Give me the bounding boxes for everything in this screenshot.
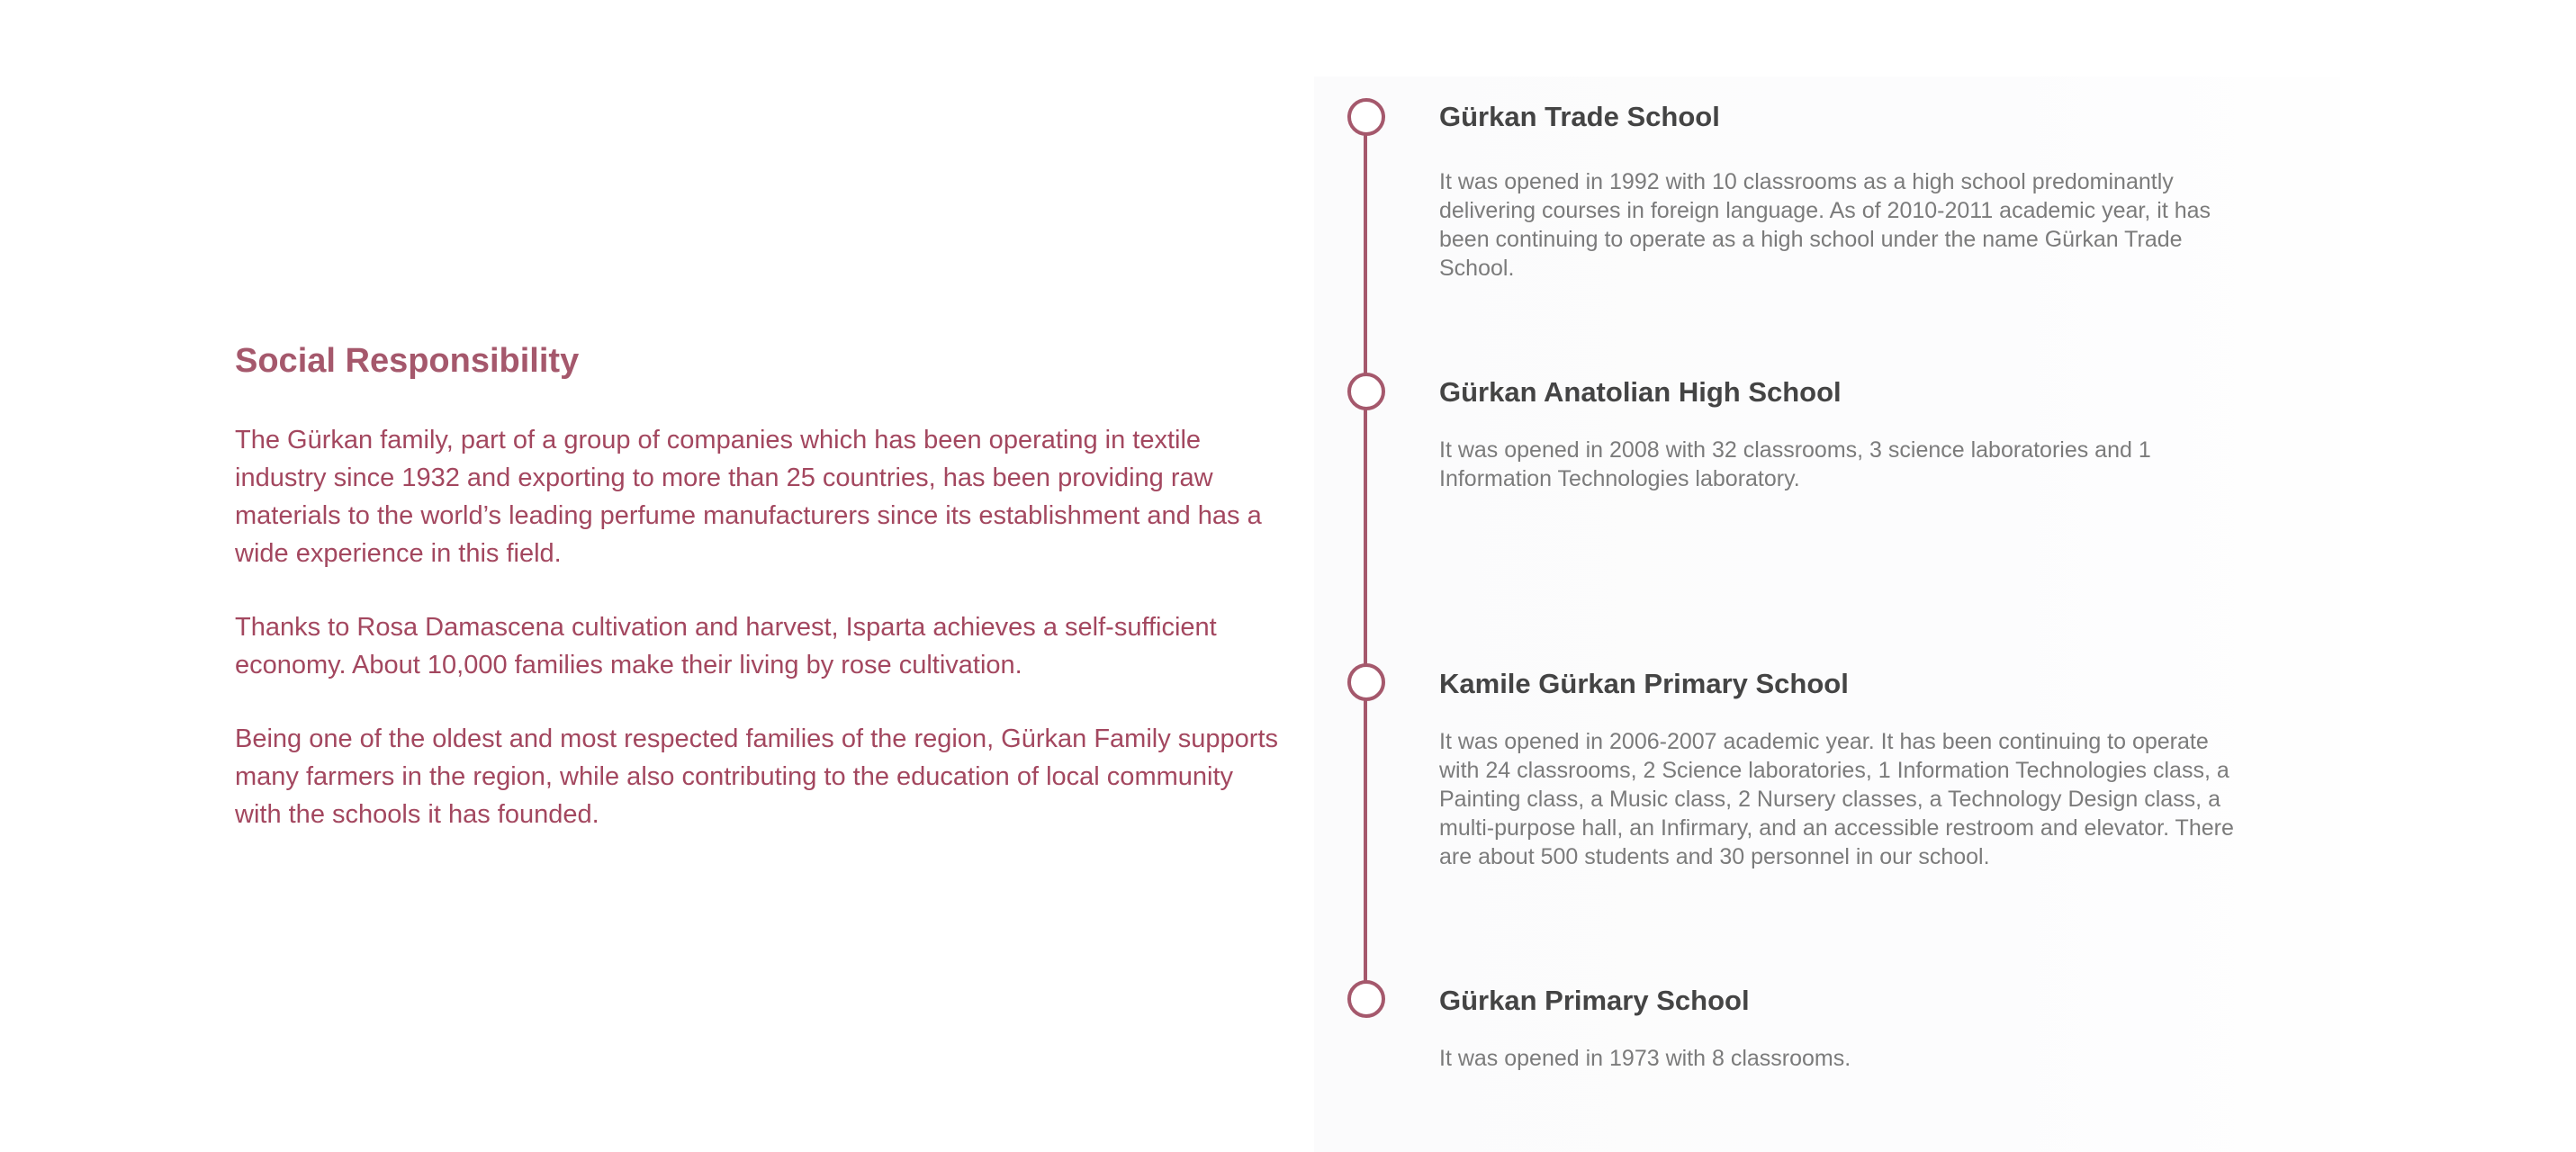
timeline-item-anatolian-high-school [1439, 374, 2249, 493]
timeline-item-title: Kamile Gürkan Primary School [1439, 668, 1849, 699]
timeline-item-primary-school [1439, 983, 2249, 1073]
timeline-item-description: It was opened in 2006-2007 academic year. It has been continuing to operate with 24 classrooms, 2 Science laboratories, 1 Information Technologies class, a Painting class, a Music class, 2 Nursery classes, a Technology Design class, a multi-purpose hall, an Infirmary, and an accessible restroom and elevator. There are about 500 students and 30 personnel in our school. [1439, 729, 2234, 869]
section-title: Social Responsibility [235, 342, 580, 380]
timeline-item-kamile-primary-school [1439, 666, 2249, 871]
education-paragraph: Being one of the oldest and most respected families of the region, Gürkan Family supports many farmers in the region, while also contributing to the education of local community with the schools it has founded. [235, 724, 1279, 829]
timeline-item-description: It was opened in 1973 with 8 classrooms. [1439, 1046, 1851, 1071]
timeline-item-title: Gürkan Trade School [1439, 101, 1720, 132]
rose-cultivation-paragraph: Thanks to Rosa Damascena cultivation and harvest, Isparta achieves a self-sufficient economy. About 10,000 families make their living by rose cultivation. [235, 613, 1217, 680]
timeline-item-title: Gürkan Primary School [1439, 985, 1750, 1016]
timeline-item-trade-school [1439, 99, 2249, 283]
social-responsibility-section [235, 340, 1279, 833]
timeline-node-circle-icon [1347, 98, 1385, 136]
timeline-item-description: It was opened in 2008 with 32 classrooms, 3 science laboratories and 1 Information Technologies laboratory. [1439, 437, 2151, 491]
intro-paragraph: The Gürkan family, part of a group of companies which has been operating in textile industry since 1932 and exporting to more than 25 countries, has been providing raw materials to the world’s leading perfume manufacturers since its establishment and has a wide experience in this field. [235, 426, 1262, 568]
timeline-item-title: Gürkan Anatolian High School [1439, 376, 1842, 408]
timeline-node-circle-icon [1347, 663, 1385, 701]
timeline-item-description: It was opened in 1992 with 10 classrooms as a high school predominantly delivering courses in foreign language. As of 2010-2011 academic year, it has been continuing to operate as a high school under the name Gürkan Trade School. [1439, 169, 2211, 281]
timeline-node-circle-icon [1347, 980, 1385, 1018]
timeline-line [1364, 117, 1367, 1002]
timeline-node-circle-icon [1347, 373, 1385, 410]
